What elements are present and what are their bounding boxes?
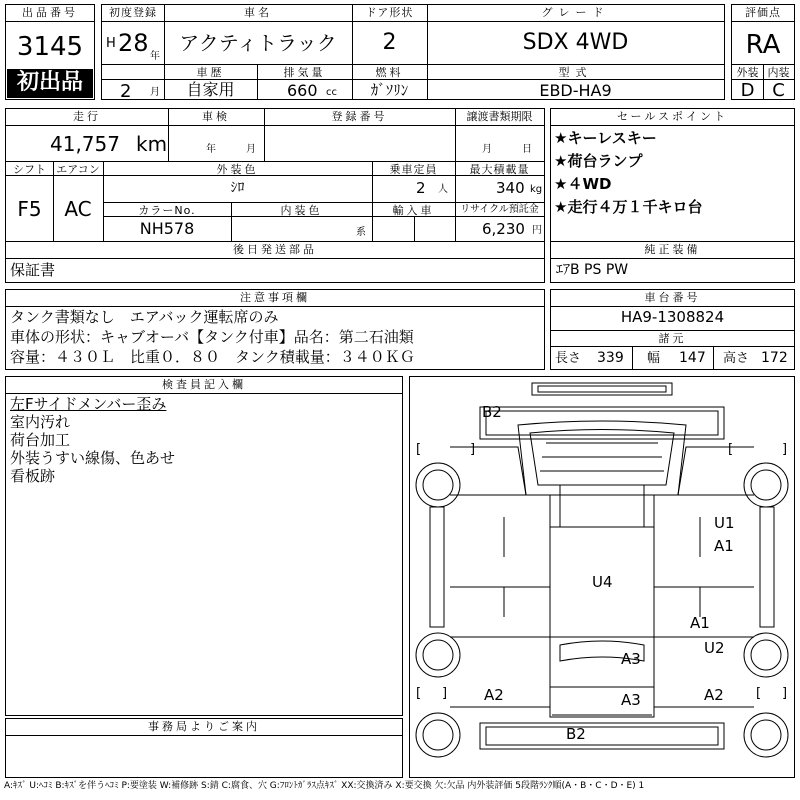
damage-mark-rear-bumper: B2 xyxy=(566,725,586,743)
shift-value: F5 xyxy=(17,197,42,221)
first-reg-label: 初度登録 xyxy=(109,6,157,19)
car-name-label: 車名 xyxy=(244,6,272,19)
height-value: 172 xyxy=(761,350,788,366)
damage-mark-front-bumper: B2 xyxy=(482,403,502,421)
capacity-label: 乗車定員 xyxy=(389,163,438,176)
max-load-value: 340 xyxy=(496,179,525,197)
divider xyxy=(6,161,544,162)
mileage-label: 走行 xyxy=(73,110,101,123)
ac-value: AC xyxy=(64,197,92,221)
dims-label: 諸元 xyxy=(658,332,687,345)
shift-label: シフト xyxy=(13,163,46,176)
bracket-mark: ] xyxy=(782,686,788,701)
equipment-box xyxy=(550,241,795,283)
equipment-label: 純正装備 xyxy=(644,243,701,256)
model-code-value: EBD-HA9 xyxy=(539,81,612,100)
color-no-value: NH578 xyxy=(139,219,195,238)
damage-mark-left-rear: A2 xyxy=(484,686,504,704)
damage-mark-right-front-2: A1 xyxy=(714,537,734,555)
lot-label: 出品番号 xyxy=(22,6,78,19)
transfer-month-unit: 月 xyxy=(482,144,492,155)
month-unit: 月 xyxy=(150,87,160,98)
first-listing-badge xyxy=(7,69,93,98)
after-parts-box xyxy=(5,241,545,283)
ext-color-label: 外装色 xyxy=(216,163,259,176)
after-parts-label: 後日発送部品 xyxy=(233,243,317,256)
ext-rating-label: 外装 xyxy=(736,66,759,79)
inspection-year-unit: 年 xyxy=(206,144,216,155)
inspector-line: 左Fサイドメンバー歪み xyxy=(10,395,167,413)
history-value: 自家用 xyxy=(186,80,235,99)
inspection-month-unit: 月 xyxy=(246,144,256,155)
max-load-label: 最大積載量 xyxy=(469,163,530,176)
divider xyxy=(6,393,402,394)
int-rating-label: 内装 xyxy=(767,66,790,79)
damage-mark-tailgate: A3 xyxy=(621,691,641,709)
bracket-mark: [ xyxy=(416,686,422,701)
damage-mark-right-mid: A1 xyxy=(690,614,710,632)
notes-line: 容量：４３０Ｌ 比重０．８０ タンク積載量：３４０ＫＧ xyxy=(10,348,415,366)
equipment-value: ｴｱB PS PW xyxy=(556,262,629,278)
grade-label: グレード xyxy=(541,6,610,19)
bracket-mark: [ xyxy=(756,686,762,701)
divider xyxy=(103,202,544,203)
fuel-value: ｶﾞｿﾘﾝ xyxy=(370,81,409,99)
displacement-unit: cc xyxy=(326,87,337,98)
int-color-suffix: 系 xyxy=(356,227,366,238)
divider xyxy=(102,21,724,22)
lot-number: 3145 xyxy=(16,32,84,62)
reg-no-label: 登録番号 xyxy=(331,110,388,123)
lot-box xyxy=(5,4,95,100)
after-parts-value: 保証書 xyxy=(10,261,56,279)
divider xyxy=(551,258,794,259)
fuel-label: 燃料 xyxy=(375,66,404,79)
inspector-line: 看板跡 xyxy=(10,467,56,485)
max-load-unit: kg xyxy=(530,184,543,195)
rating-label: 評価点 xyxy=(745,6,781,19)
width-label: 幅 xyxy=(647,351,661,366)
inspector-line: 室内汚れ xyxy=(10,413,71,431)
chassis-box xyxy=(550,289,795,370)
grade-value: SDX 4WD xyxy=(522,30,629,55)
int-rating-value: C xyxy=(772,80,785,101)
mileage-unit: km xyxy=(136,132,168,156)
year-unit: 年 xyxy=(150,51,160,62)
divider xyxy=(6,258,544,259)
reg-year-value: 28 xyxy=(118,29,149,57)
divider xyxy=(6,306,544,307)
transfer-day-unit: 日 xyxy=(522,144,532,155)
doors-value: 2 xyxy=(382,30,397,55)
header-table xyxy=(101,4,725,100)
bracket-mark: [ xyxy=(416,442,422,457)
damage-mark-cab-roof: U4 xyxy=(592,573,613,591)
length-label: 長さ xyxy=(555,351,582,366)
import-label: 輸入車 xyxy=(392,204,435,217)
inspector-label: 検査員記入欄 xyxy=(162,378,246,391)
divider xyxy=(551,346,794,347)
sales-points-label: セールスポイント xyxy=(616,110,728,123)
inspector-box xyxy=(5,376,403,716)
sales-point-item: ★キーレスキー xyxy=(554,129,657,147)
sales-points-box xyxy=(550,108,795,242)
chassis-label: 車台番号 xyxy=(644,291,701,304)
recycle-value: 6,230 xyxy=(482,220,525,238)
divider xyxy=(632,346,633,369)
capacity-unit: 人 xyxy=(438,184,448,195)
divider xyxy=(732,21,794,22)
recycle-unit: 円 xyxy=(532,225,542,236)
ext-rating-value: D xyxy=(740,80,755,101)
height-label: 高さ xyxy=(723,351,750,366)
office-label: 事務局よりご案内 xyxy=(148,720,260,733)
rating-box xyxy=(731,4,795,100)
inspection-label: 車検 xyxy=(202,110,230,123)
office-box xyxy=(5,718,403,778)
color-no-label: カラーNo. xyxy=(138,204,196,217)
divider xyxy=(551,306,794,307)
sales-point-item: ★荷台ランプ xyxy=(554,152,643,170)
sales-point-item: ★走行４万１千キロ台 xyxy=(554,198,703,216)
length-value: 339 xyxy=(597,350,624,366)
notes-label: 注意事項欄 xyxy=(240,291,310,304)
mileage-value: 41,757 xyxy=(50,132,120,156)
bracket-mark: ] xyxy=(442,686,448,701)
ac-label: エアコン xyxy=(56,163,100,176)
era-value: H xyxy=(106,36,116,51)
inspector-line: 外装うすい線傷、色あせ xyxy=(10,449,176,467)
bracket-mark: ] xyxy=(470,442,476,457)
reg-month-value: 2 xyxy=(120,81,132,102)
ext-color-value: ｼﾛ xyxy=(230,180,245,196)
displacement-label: 排気量 xyxy=(283,66,326,79)
divider xyxy=(6,735,402,736)
damage-mark-bed: A3 xyxy=(621,650,641,668)
width-value: 147 xyxy=(679,350,706,366)
rating-value: RA xyxy=(745,30,781,60)
int-color-label: 内装色 xyxy=(280,204,323,217)
divider xyxy=(102,64,724,65)
history-label: 車歴 xyxy=(196,66,225,79)
legend-text: A:ｷｽﾞ U:ﾍｺﾐ B:ｷｽﾞを伴うﾍｺﾐ P:要塗装 W:補修跡 S:錆 C:腐食、穴 G:ﾌﾛﾝﾄｶﾞﾗｽ点ｷｽﾞ XX:交換済み X:要交換 欠:欠品 内外装評価 5段階ﾗﾝｸ順(A・B・C・D・E) 1 xyxy=(4,781,645,791)
spec-table xyxy=(5,108,545,242)
divider xyxy=(414,216,415,241)
transfer-label: 譲渡書類期限 xyxy=(466,110,533,123)
first-listing-text: 初出品 xyxy=(16,70,83,95)
divider xyxy=(551,330,794,331)
notes-box xyxy=(5,289,545,370)
damage-diagram xyxy=(409,376,795,778)
inspector-line: 荷台加工 xyxy=(10,431,71,449)
notes-line: 車体の形状：キャブオーバ【タンク付車】品名：第二石油類 xyxy=(10,328,414,346)
divider xyxy=(6,21,94,22)
divider xyxy=(713,346,714,369)
damage-mark-right-rear-2: A2 xyxy=(704,686,724,704)
bracket-mark: ] xyxy=(782,442,788,457)
bracket-mark: [ xyxy=(728,442,734,457)
sales-point-item: ★４WD xyxy=(554,175,612,193)
damage-mark-right-front: U1 xyxy=(714,514,735,532)
displacement-value: 660 xyxy=(287,81,318,100)
model-code-label: 型式 xyxy=(558,66,593,79)
chassis-value: HA9-1308824 xyxy=(620,308,725,326)
recycle-label: リサイクル預託金 xyxy=(460,204,539,215)
divider xyxy=(6,125,544,126)
car-name-value: アクティトラック xyxy=(179,31,337,55)
damage-mark-right-rear: U2 xyxy=(704,639,725,657)
capacity-value: 2 xyxy=(416,179,426,197)
notes-line: タンク書類なし エアバック運転席のみ xyxy=(10,308,279,326)
divider xyxy=(551,125,794,126)
doors-label: ドア形状 xyxy=(365,6,414,19)
